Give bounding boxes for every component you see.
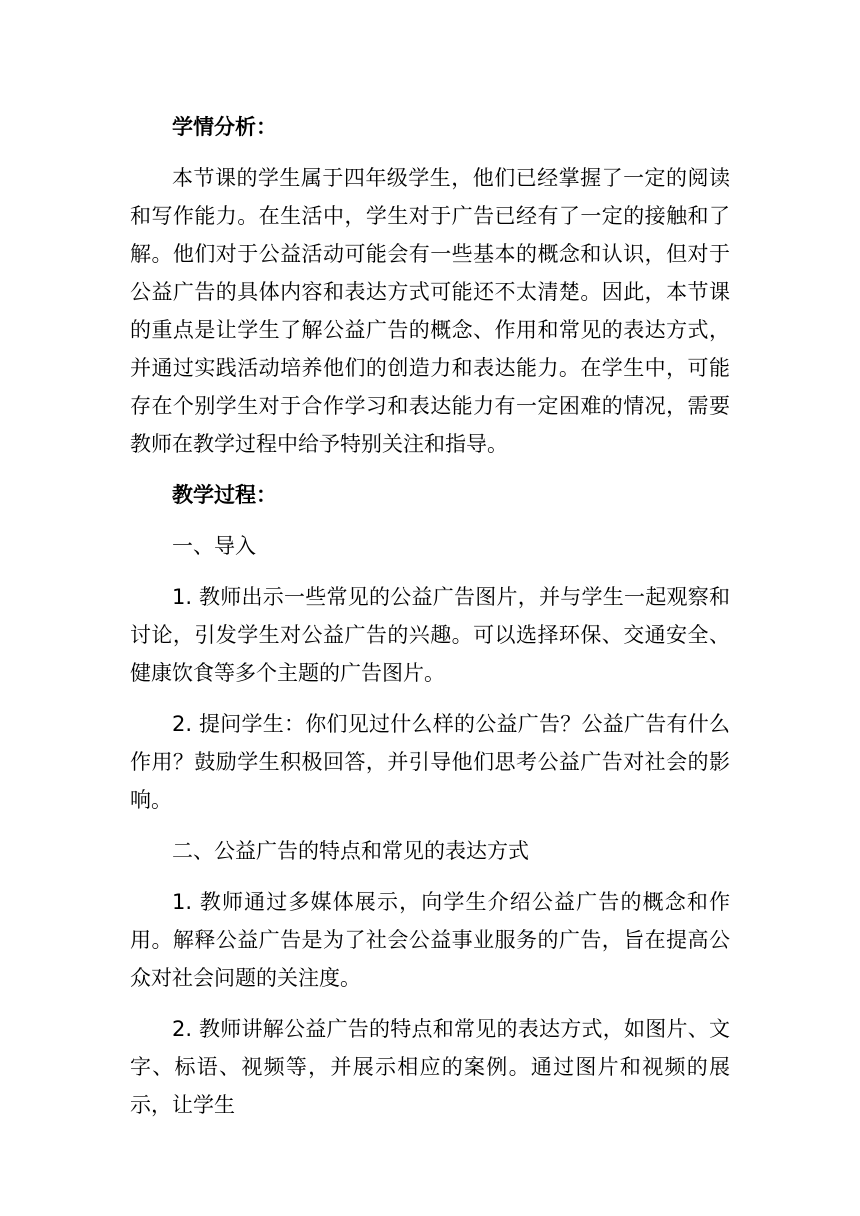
part1-title: 一、导入 xyxy=(172,534,256,558)
student-analysis-paragraph: 本节课的学生属于四年级学生，他们已经掌握了一定的阅读和写作能力。在生活中，学生对于广告已经有了一定的接触和了解。他们对于公益活动可能会有一些基本的概念和认识，但对于公益广告的具体内容和表达方式可能还不太清楚。因此，本节课的重点是让学生了解公益广告的概念、作用和常见的表达方式，并通过实践活动培养他们的创造力和表达能力。在学生中，可能存在个别学生对于合作学习和表达能力有一定困难的情况，需要教师在教学过程中给予特别关注和指导。 xyxy=(130,166,730,456)
document-page xyxy=(130,108,730,1137)
section-heading-teaching-process: 教学过程： xyxy=(172,483,277,507)
part2-title: 二、公益广告的特点和常见的表达方式 xyxy=(172,839,529,863)
part1-item2: 2. 提问学生：你们见过什么样的公益广告？公益广告有什么作用？鼓励学生积极回答，并引导他们思考公益广告对社会的影响。 xyxy=(130,712,730,812)
part2-item1: 1. 教师通过多媒体展示，向学生介绍公益广告的概念和作用。解释公益广告是为了社会公益事业服务的广告，旨在提高公众对社会问题的关注度。 xyxy=(130,890,730,990)
part1-item1: 1. 教师出示一些常见的公益广告图片，并与学生一起观察和讨论，引发学生对公益广告的兴趣。可以选择环保、交通安全、健康饮食等多个主题的广告图片。 xyxy=(130,585,730,685)
section-heading-student-analysis: 学情分析： xyxy=(172,115,277,139)
part2-item2: 2. 教师讲解公益广告的特点和常见的表达方式，如图片、文字、标语、视频等，并展示相应的案例。通过图片和视频的展示，让学生 xyxy=(130,1017,730,1117)
